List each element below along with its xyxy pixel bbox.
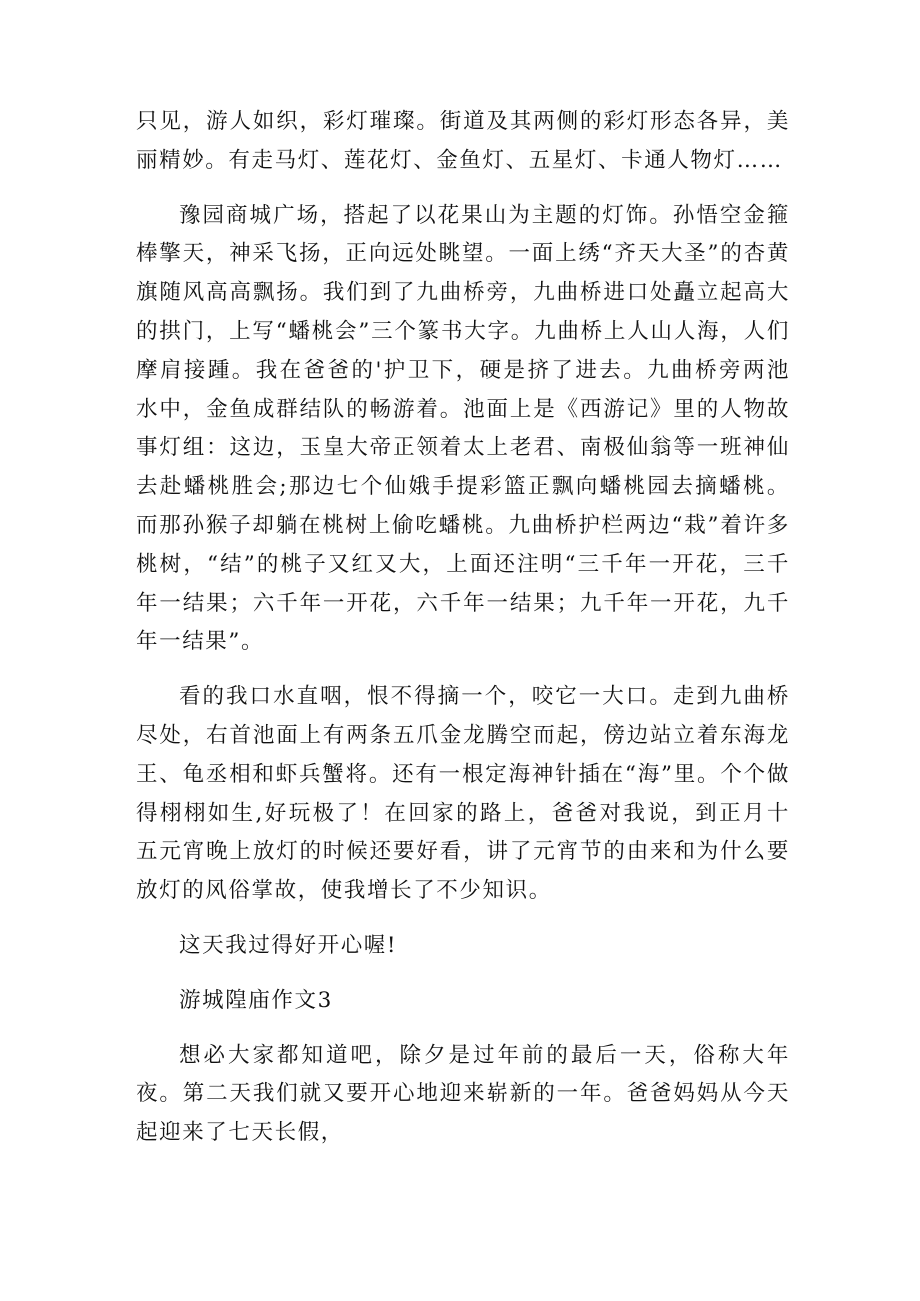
paragraph-jiuqu-bridge-end: 看的我口水直咽，恨不得摘一个，咬它一大口。走到九曲桥尽处，右首池面上有两条五爪金龙腾空而起，傍边站立着东海龙王、龟丞相和虾兵蟹将。还有一根定海神针插在“海”里。个个做得栩栩如生,好玩极了！在回家的路上，爸爸对我说，到正月十五元宵晚上放灯的时候还要好看，讲了元宵节的由来和为什么要放灯的风俗掌故，使我增长了不少知识。 (136, 684, 790, 904)
paragraph-new-year-eve: 想必大家都知道吧，除夕是过年前的最后一天，俗称大年夜。第二天我们就又要开心地迎来崭新的一年。爸爸妈妈从今天起迎来了七天长假， (136, 1042, 790, 1146)
paragraph-yuyuan-square: 豫园商城广场，搭起了以花果山为主题的灯饰。孙悟空金箍棒擎天，神采飞扬，正向远处眺望。一面上绣“齐天大圣”的杏黄旗随风高高飘扬。我们到了九曲桥旁，九曲桥进口处矗立起高大的拱门，上写“蟠桃会”三个篆书大字。九曲桥上人山人海，人们摩肩接踵。我在爸爸的'护卫下，硬是挤了进去。九曲桥旁两池水中，金鱼成群结队的畅游着。池面上是《西游记》里的人物故事灯组：这边，玉皇大帝正领着太上老君、南极仙翁等一班神仙去赴蟠桃胜会;那边七个仙娥手提彩篮正飘向蟠桃园去摘蟠桃。而那孙猴子却躺在桃树上偷吃蟠桃。九曲桥护栏两边“栽”着许多桃树，“结”的桃子又红又大，上面还注明“三千年一开花，三千年一结果；六千年一开花，六千年一结果；九千年一开花，九千年一结果”。 (136, 202, 790, 655)
essay-heading: 游城隍庙作文3 (179, 987, 333, 1013)
paragraph-lanterns: 只见，游人如织，彩灯璀璨。街道及其两侧的彩灯形态各异，美丽精妙。有走马灯、莲花灯、金鱼灯、五星灯、卡通人物灯…… (136, 109, 790, 173)
paragraph-happy-day: 这天我过得好开心喔! (179, 932, 398, 958)
